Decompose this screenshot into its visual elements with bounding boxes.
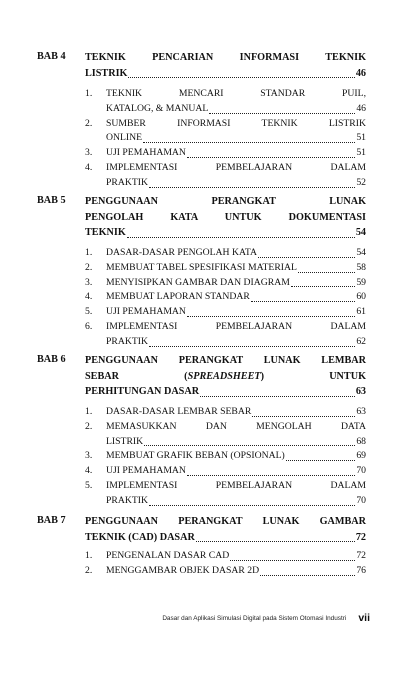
item-number: 2. [85,420,93,432]
toc-item [85,261,366,276]
toc-item [85,479,366,509]
item-page: 62 [356,335,366,347]
item-title-line: UJI PEMAHAMAN [106,465,186,477]
item-number: 1. [85,550,93,561]
item-title-line: PENGENALAN DASAR CAD [106,550,230,561]
item-title-line: MEMBUAT TABEL SPESIFIKASI MATERIAL [106,261,297,273]
item-page: 63 [356,406,366,417]
dot-leader [196,541,355,542]
item-title-line: IMPLEMENTASI PEMBELAJARAN DALAM [106,161,366,173]
dot-leader [149,505,355,506]
chapter-items [85,246,366,350]
item-page: 60 [356,291,366,303]
chapter-title-line: TEKNIK (CAD) DASAR [85,531,195,543]
dot-leader [187,475,355,476]
item-page: 70 [356,465,366,477]
chapter-title [85,194,366,241]
item-title-line: MEMASUKKAN DAN MENGOLAH DATA [106,420,366,432]
chapter-title-line: TEKNIK [85,227,126,238]
item-number: 3. [85,276,93,288]
item-title-line: DASAR-DASAR PENGOLAH KATA [106,247,258,258]
chapter-page: 63 [355,386,366,397]
item-title-line: UJI PEMAHAMAN [106,147,186,159]
item-number: 1. [85,88,93,99]
chapter-page: 72 [355,531,366,543]
item-number: 2. [85,117,93,129]
dot-leader [230,560,355,561]
toc-item [85,420,366,450]
item-number: 1. [85,247,93,258]
footer-book-title: Dasar dan Aplikasi Simulasi Digital pada Sistem Otomasi Industri [162,614,347,622]
item-number: 6. [85,320,93,332]
chapter-page: 46 [355,67,366,79]
item-title-line: PRAKTIK [106,494,148,506]
chapter-title-line: PENGGUNAAN PERANGKAT LUNAK [85,196,366,207]
chapter-number: BAB 5 [37,195,66,206]
dot-leader [252,416,355,417]
chapter-title-line: TEKNIK PENCARIAN INFORMASI TEKNIK [85,52,366,63]
item-title-line: MENGGAMBAR OBJEK DASAR 2D [106,564,260,576]
item-title-line: TEKNIK MENCARI STANDAR PUIL, [106,88,366,99]
item-title-line: LISTRIK [106,435,144,447]
chapter-bab-4 [37,50,370,190]
chapter-title-last-line [85,225,366,241]
chapter-title-line: LISTRIK [85,67,128,79]
chapter-page: 54 [355,227,366,238]
item-page: 61 [356,306,366,318]
chapter-title-last-line [85,66,366,82]
item-page: 58 [356,261,366,273]
item-number: 4. [85,161,93,173]
chapter-title [85,50,366,81]
chapter-items [85,87,366,191]
item-number: 5. [85,306,93,318]
item-title-line: IMPLEMENTASI PEMBELAJARAN DALAM [106,479,366,491]
italic-term: SPREADSHEET [187,370,261,382]
item-number: 4. [85,465,93,477]
toc-item [85,290,366,305]
toc-item [85,246,366,261]
chapter-title-last-line [85,530,366,546]
item-number: 4. [85,291,93,303]
dot-leader [187,157,355,158]
item-title-line: PRAKTIK [106,335,148,347]
item-title-line: SUMBER INFORMASI TEKNIK LISTRIK [106,117,366,129]
dot-leader [144,445,355,446]
chapter-items [85,549,366,579]
footer-page-number: vii [358,612,370,625]
dot-leader [298,272,355,273]
chapter-bab-7 [37,514,370,584]
item-title-line: KATALOG, & MANUAL [106,102,209,114]
item-title-line: UJI PEMAHAMAN [106,306,186,318]
chapter-title [85,514,366,545]
item-title-line: MEMBUAT LAPORAN STANDAR [106,291,250,303]
dot-leader [127,237,355,238]
item-page: 68 [356,435,366,447]
item-number: 2. [85,261,93,273]
item-number: 2. [85,564,93,576]
dot-leader [149,346,355,347]
chapter-title-line: PENGOLAH KATA UNTUK DOKUMENTASI [85,211,366,223]
toc-item [85,320,366,350]
dot-leader [149,187,355,188]
chapter-number: BAB 4 [37,51,66,62]
chapter-title [85,353,366,400]
item-number: 1. [85,406,93,417]
item-number: 3. [85,450,93,462]
item-page: 76 [356,564,366,576]
item-page: 59 [356,276,366,288]
toc-item [85,276,366,291]
item-title-line: MEMBUAT GRAFIK BEBAN (OPSIONAL) [106,450,285,462]
chapter-bab-5 [37,194,370,350]
item-page: 70 [356,494,366,506]
toc-item [85,564,366,579]
item-title-line: MENYISIPKAN GAMBAR DAN DIAGRAM [106,276,290,288]
chapter-number: BAB 7 [37,515,66,526]
toc-item [85,161,366,191]
item-page: 72 [356,550,366,561]
dot-leader [286,460,356,461]
toc-item [85,87,366,117]
dot-leader [143,142,355,143]
dot-leader [128,77,354,78]
chapter-items [85,405,366,509]
item-title-line: IMPLEMENTASI PEMBELAJARAN DALAM [106,320,366,332]
item-page: 69 [356,450,366,462]
dot-leader [258,257,355,258]
dot-leader [251,301,355,302]
toc-item [85,405,366,420]
dot-leader [200,396,355,397]
page-footer [0,609,370,627]
chapter-title-last-line [85,384,366,400]
item-page: 51 [356,147,366,159]
item-number: 5. [85,479,93,491]
toc-item [85,146,366,161]
toc-item [85,549,366,564]
item-title-line: DASAR-DASAR LEMBAR SEBAR [106,406,252,417]
chapter-title-line: PENGGUNAAN PERANGKAT LUNAK GAMBAR [85,516,366,527]
item-page: 54 [356,247,366,258]
toc-item [85,117,366,147]
toc-item [85,305,366,320]
item-page: 51 [356,132,366,144]
item-title-line: ONLINE [106,132,143,144]
chapter-title-line-italic: SEBAR (SPREADSHEET) UNTUK [85,370,366,382]
dot-leader [291,286,356,287]
item-page: 46 [356,102,366,114]
chapter-bab-6 [37,353,370,513]
item-title-line: PRAKTIK [106,176,148,188]
dot-leader [260,575,355,576]
item-page: 52 [356,176,366,188]
chapter-title-line: PERHITUNGAN DASAR [85,386,200,397]
chapter-number: BAB 6 [37,354,66,365]
item-number: 3. [85,147,93,159]
dot-leader [187,316,355,317]
chapter-title-line: PENGGUNAAN PERANGKAT LUNAK LEMBAR [85,355,366,366]
toc-item [85,449,366,464]
dot-leader [209,113,355,114]
toc-item [85,464,366,479]
